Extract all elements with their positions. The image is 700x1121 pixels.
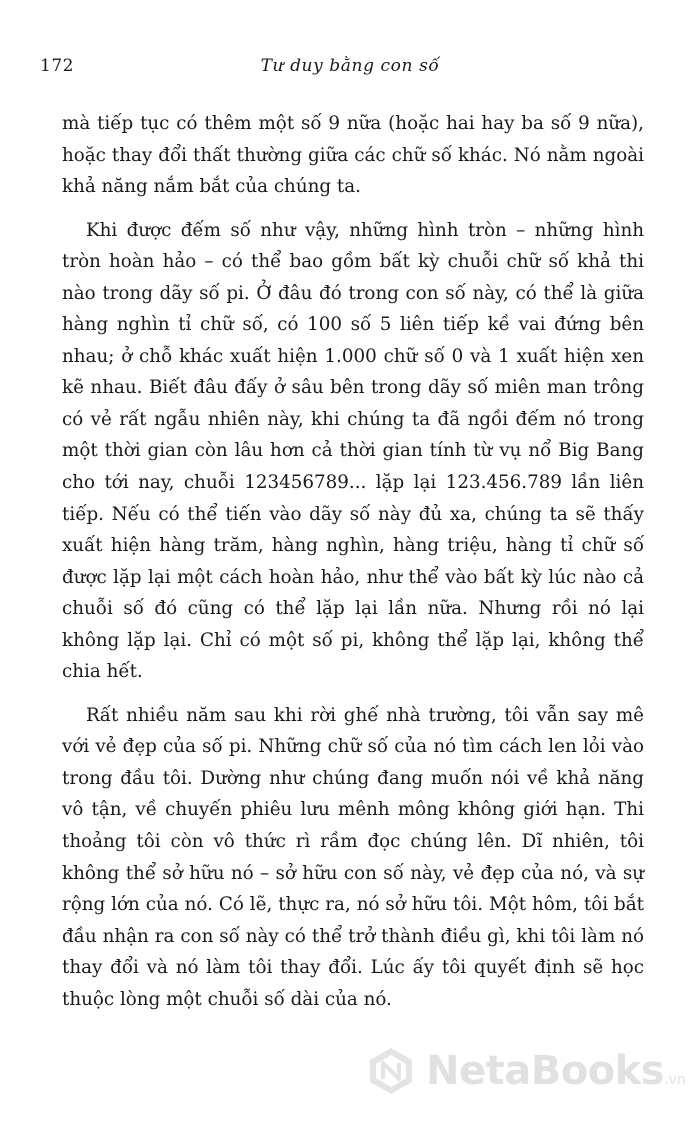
paragraph-pi-beauty: Rất nhiều năm sau khi rời ghế nhà trường, tôi vẫn say mê với vẻ đẹp của số pi. Những chữ số của nó tìm cách len lỏi vào trong đầu tôi. Dường như chúng đang muốn nói về khả năng vô tận, về chuyến phiêu lưu mênh mông không giới hạn. Thi thoảng tôi còn vô thức rì rầm đọc chúng lên. Dĩ nhiên, tôi không thể sở hữu nó – sở hữu con số này, vẻ đẹp của nó, và sự rộng lớn của nó. Có lẽ, thực ra, nó sở hữu tôi. Một hôm, tôi bắt đầu nhận ra con số này có thể trở thành điều gì, khi tôi làm nó thay đổi và nó làm tôi thay đổi. Lúc ấy tôi quyết định sẽ học thuộc lòng một chuỗi số dài của nó. <box>62 704 644 1010</box>
watermark-brand-name: NetaBooks <box>426 1048 665 1094</box>
page-number: 172 <box>40 56 74 76</box>
watermark-suffix: .vn <box>664 1072 686 1088</box>
paragraph-pi-sequences: Khi được đếm số như vậy, những hình tròn – những hình tròn hoàn hảo – có thể bao gồm bất kỳ chuỗi chữ số khả thi nào trong dãy số pi. Ở đâu đó trong con số này, có thể là giữa hàng nghìn tỉ chữ số, có 100 số 5 liên tiếp kề vai đứng bên nhau; ở chỗ khác xuất hiện 1.000 chữ số 0 và 1 xuất hiện xen kẽ nhau. Biết đâu đấy ở sâu bên trong dãy số miên man trông có vẻ rất ngẫu nhiên này, khi chúng ta đã ngồi đếm nó trong một thời gian còn lâu hơn cả thời gian tính từ vụ nổ Big Bang cho tới nay, chuỗi 123456789... lặp lại 123.456.789 lần liên tiếp. Nếu có thể tiến vào dãy số này đủ xa, chúng ta sẽ thấy xuất hiện hàng trăm, hàng nghìn, hàng triệu, hàng tỉ chữ số được lặp lại một cách hoàn hảo, như thể vào bất kỳ lúc nào cả chuỗi số đó cũng có thể lặp lại lần nữa. Nhưng rồi nó lại không lặp lại. Chỉ có một số pi, không thể lặp lại, không thể chia hết. <box>62 219 644 683</box>
page-header <box>40 56 660 86</box>
netabooks-logo-icon <box>366 1046 416 1096</box>
paragraph-continued: mà tiếp tục có thêm một số 9 nữa (hoặc hai hay ba số 9 nữa), hoặc thay đổi thất thường giữa các chữ số khác. Nó nằm ngoài khả năng nắm bắt của chúng ta. <box>62 113 644 198</box>
body-text <box>62 108 644 1015</box>
watermark <box>366 1040 686 1100</box>
watermark-brand <box>426 1048 686 1094</box>
running-title: Tư duy bằng con số <box>260 56 440 76</box>
